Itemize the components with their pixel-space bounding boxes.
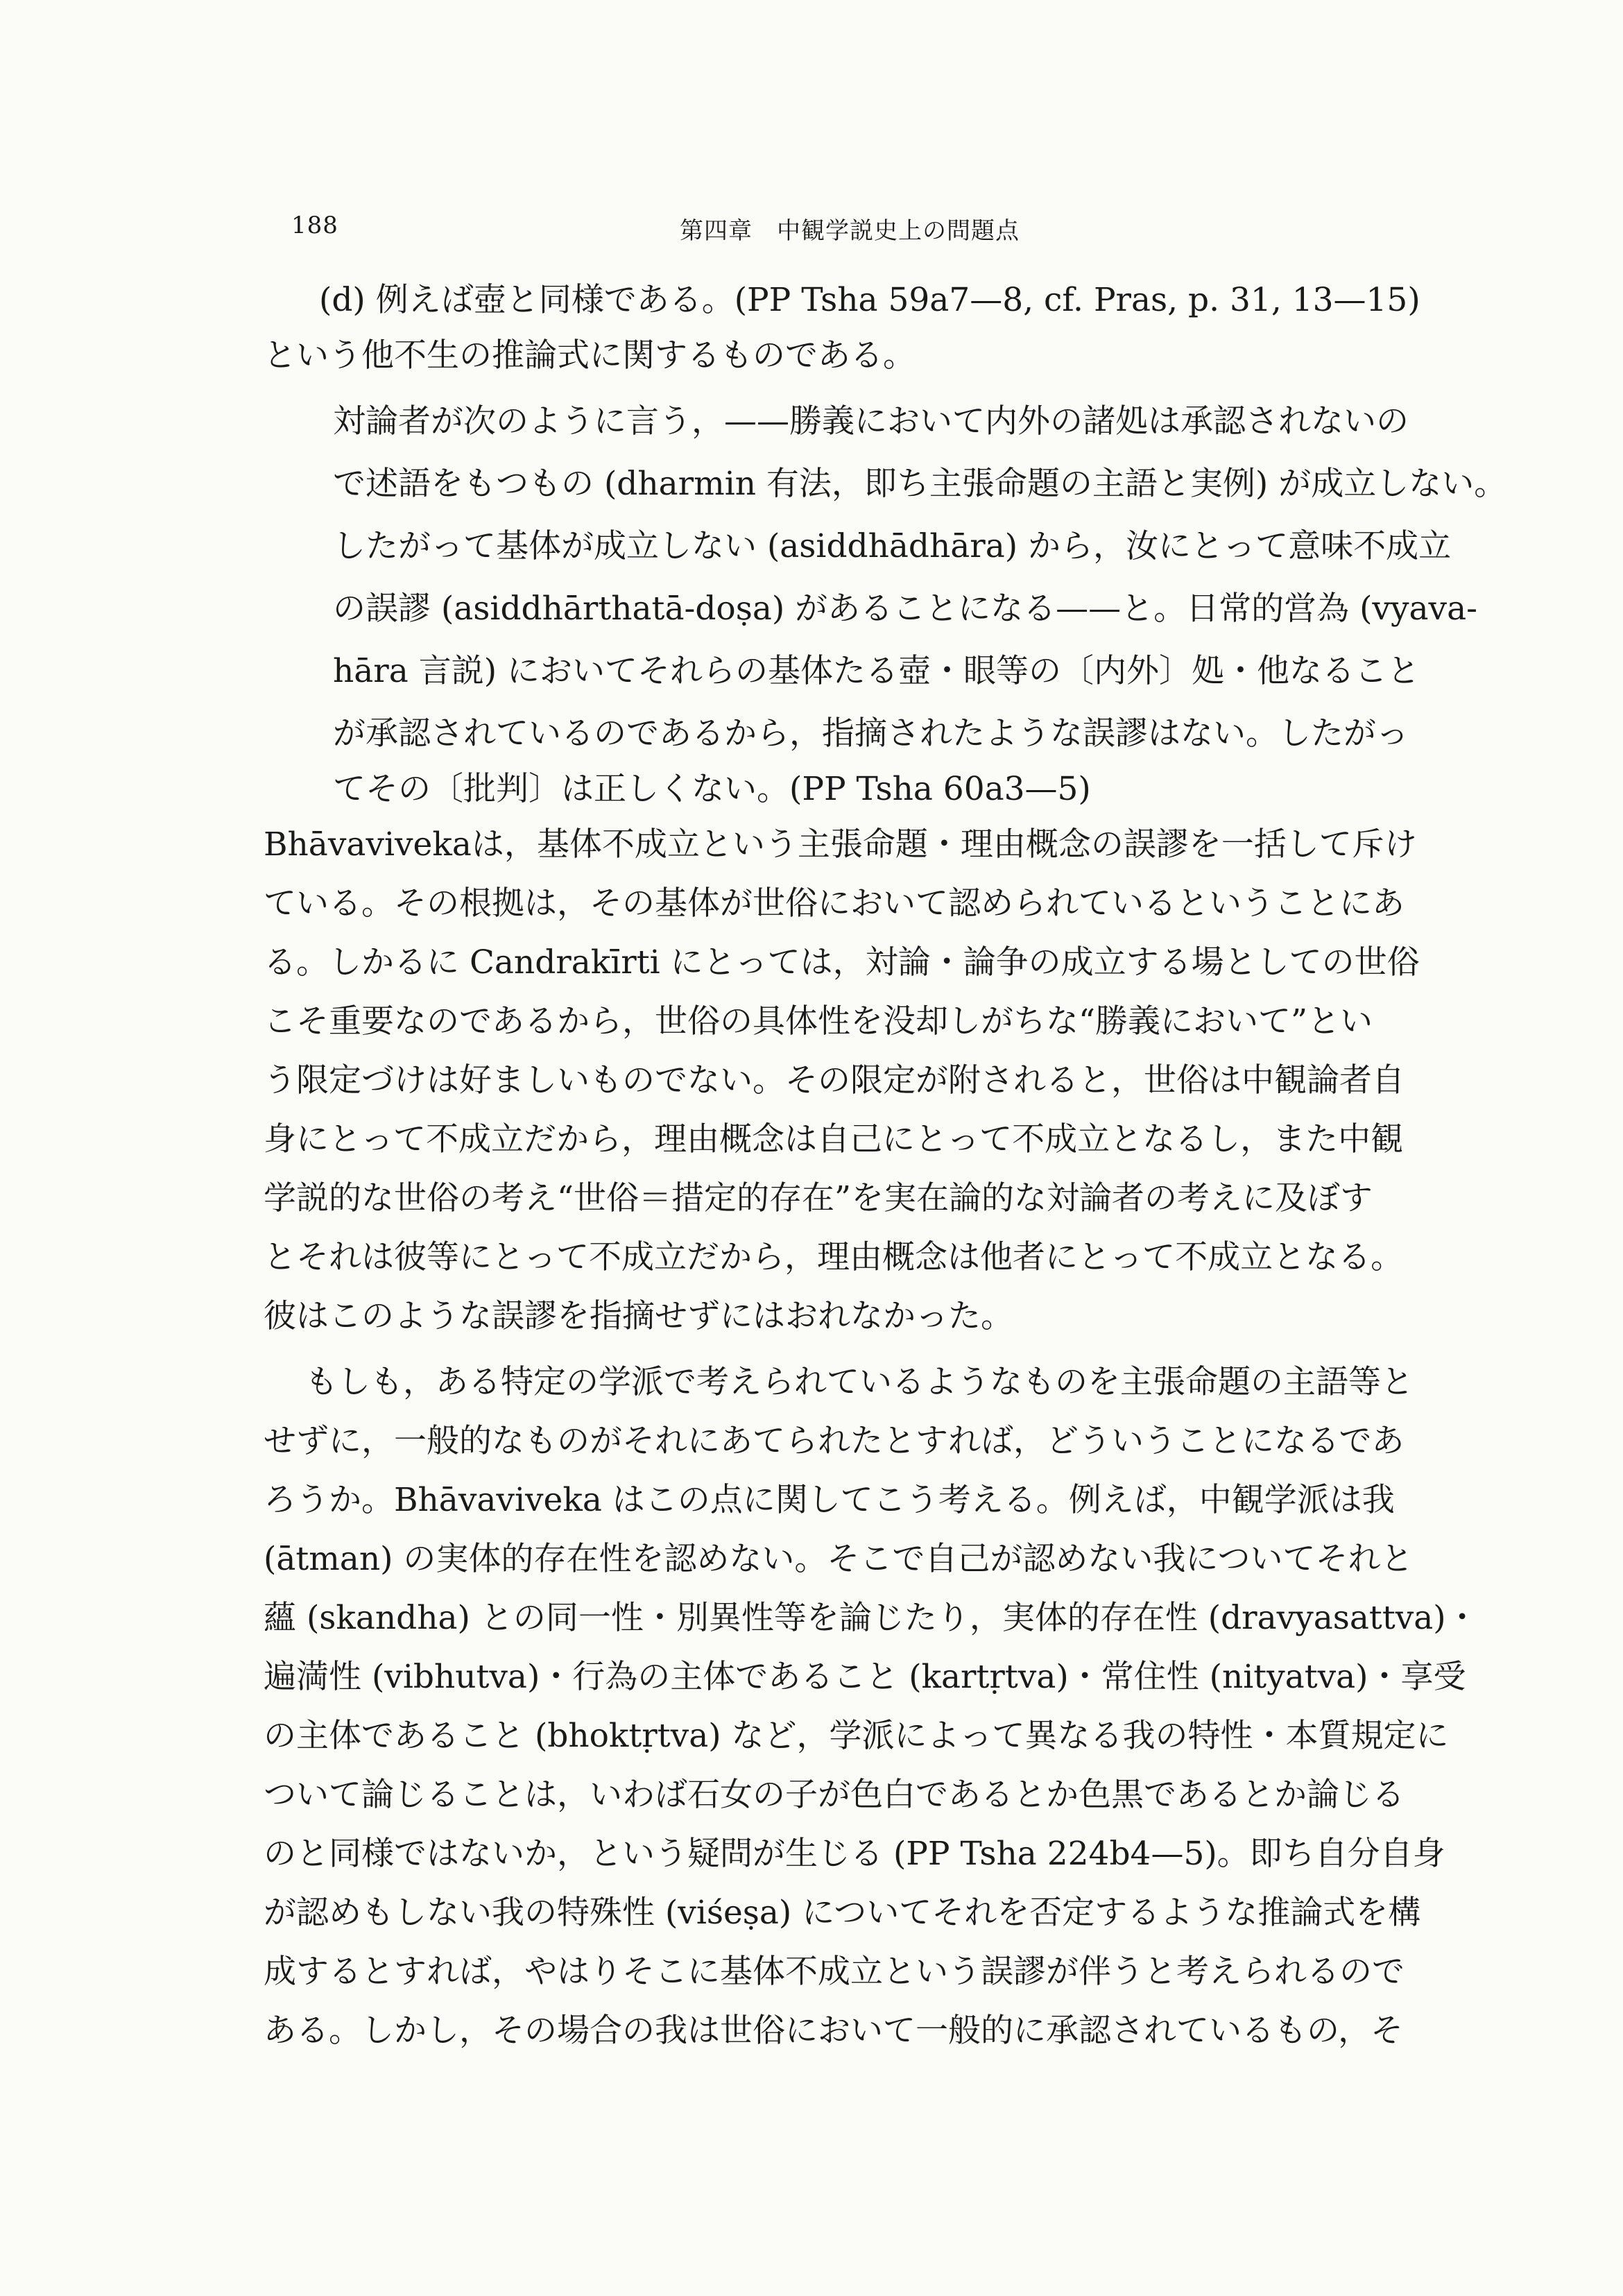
- text-line: のと同様ではないか，という疑問が生じる (PP Tsha 224b4—5)。即ち自分自身: [264, 1835, 1445, 1873]
- quote-line: で述語をもつもの (dharmin 有法，即ち主張命題の主語と実例) が成立しない。: [333, 465, 1507, 503]
- quote-line: 対論者が次のように言う，——勝義において内外の諸処は承認されないの: [333, 402, 1409, 440]
- text-line: (ātman) の実体的存在性を認めない。そこで自己が認めない我についてそれと: [264, 1540, 1414, 1578]
- text-line: 遍満性 (vibhutva)・行為の主体であること (kartṛtva)・常住性 (nityatva)・享受: [264, 1658, 1466, 1696]
- text-line: こそ重要なのであるから，世俗の具体性を没却しがちな“勝義において”とい: [264, 1002, 1373, 1040]
- text-line: せずに，一般的なものがそれにあてられたとすれば，どういうことになるであ: [264, 1422, 1405, 1460]
- page-number: 188: [291, 212, 338, 239]
- running-head: 第四章 中観学説史上の問題点: [680, 217, 1020, 245]
- quote-line: hāra 言説) においてそれらの基体たる壺・眼等の〔内外〕処・他なること: [333, 652, 1420, 690]
- text-line: Bhāvavivekaは，基体不成立という主張命題・理由概念の誤謬を一括して斥け: [264, 825, 1417, 864]
- text-line: ている。その根拠は，その基体が世俗において認められているということにあ: [264, 884, 1405, 923]
- text-line: 蘊 (skandha) との同一性・別異性等を論じたり，実体的存在性 (dravyasattva)・: [264, 1599, 1479, 1637]
- text-line: 学説的な世俗の考え“世俗＝措定的存在”を実在論的な対論者の考えに及ぼす: [264, 1179, 1373, 1217]
- text-line: 成するとすれば，やはりそこに基体不成立という誤謬が伴うと考えられるので: [264, 1953, 1405, 1991]
- text-line: ろうか。Bhāvaviveka はこの点に関してこう考える。例えば，中観学派は我: [264, 1481, 1395, 1519]
- text-line: の主体であること (bhoktṛtva) など，学派によって異なる我の特性・本質規定に: [264, 1717, 1449, 1755]
- text-line: という他不生の推論式に関するものである。: [264, 336, 916, 375]
- text-line: ある。しかし，その場合の我は世俗において一般的に承認されているもの，そ: [264, 2012, 1404, 2050]
- text-line: 身にとって不成立だから，理由概念は自己にとって不成立となるし，また中観: [264, 1120, 1404, 1158]
- quote-line: したがって基体が成立しない (asiddhādhāra) から，汝にとって意味不成立: [333, 527, 1452, 565]
- quote-line: が承認されているのであるから，指摘されたような誤謬はない。したがっ: [333, 714, 1409, 753]
- text-line: が認めもしない我の特殊性 (viśeṣa) についてそれを否定するような推論式を構: [264, 1894, 1421, 1932]
- text-line: とそれは彼等にとって不成立だから，理由概念は他者にとって不成立となる。: [264, 1238, 1404, 1276]
- text-line: う限定づけは好ましいものでない。その限定が附されると，世俗は中観論者自: [264, 1061, 1405, 1099]
- text-line: (d) 例えば壺と同様である。(PP Tsha 59a7—8, cf. Pras, p. 31, 13—15): [319, 281, 1420, 319]
- quote-line: てその〔批判〕は正しくない。(PP Tsha 60a3—5): [333, 770, 1091, 808]
- text-line: ついて論じることは，いわば石女の子が色白であるとか色黒であるとか論じる: [264, 1776, 1405, 1814]
- page-header: [291, 212, 1457, 246]
- quote-line: の誤謬 (asiddhārthatā-doṣa) があることになる——と。日常的営為 (vyava-: [333, 590, 1478, 628]
- text-line: もしも，ある特定の学派で考えられているようなものを主張命題の主語等と: [305, 1363, 1414, 1401]
- text-line: る。しかるに Candrakīrti にとっては，対論・論争の成立する場としての世俗: [264, 943, 1420, 982]
- text-line: 彼はこのような誤謬を指摘せずにはおれなかった。: [264, 1297, 1013, 1335]
